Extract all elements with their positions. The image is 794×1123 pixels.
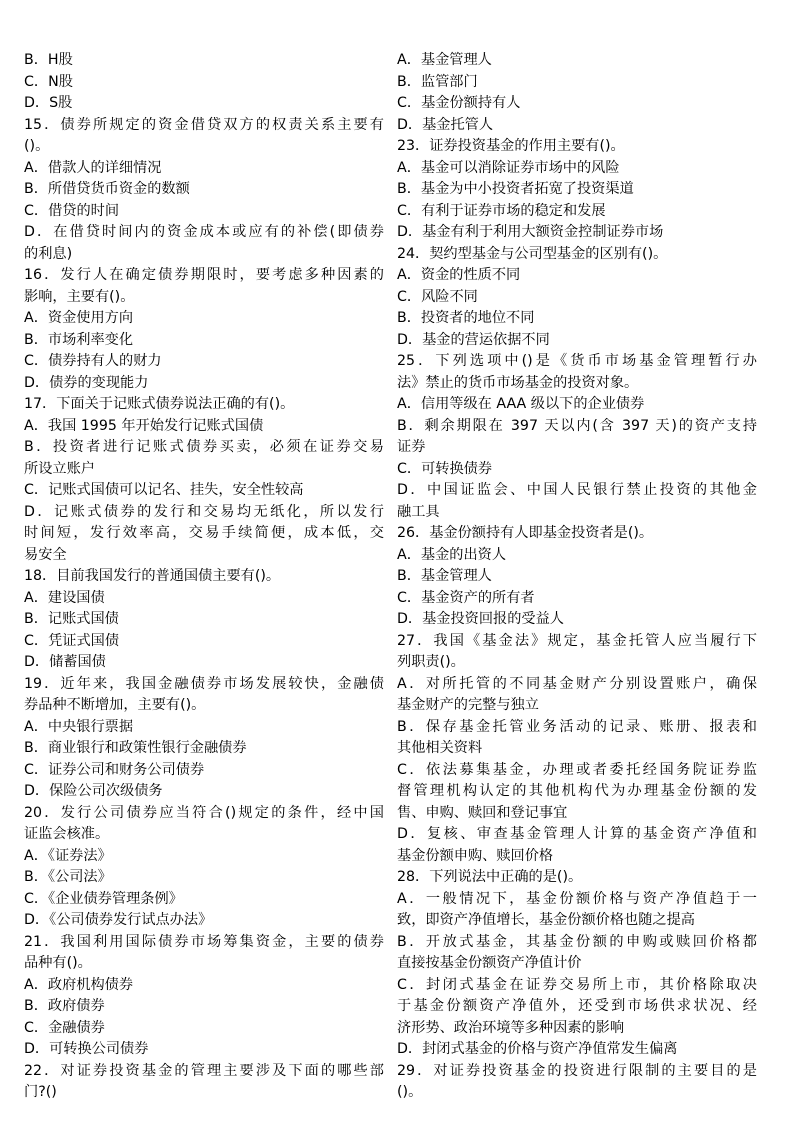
text-line: D．《公司债券发行试点办法》 xyxy=(24,912,213,928)
text-line: A．资金使用方向 xyxy=(24,310,134,326)
text-line: B．基金为中小投资者拓宽了投资渠道 xyxy=(397,181,634,197)
text-line: C．可转换债券 xyxy=(397,460,493,477)
text-line: 品种有()。 xyxy=(24,955,92,971)
text-line: B．《公司法》 xyxy=(24,869,112,885)
text-line: A．基金可以消除证券市场中的风险 xyxy=(397,159,620,176)
text-line: ()。 xyxy=(397,1084,423,1100)
text-line: C．风险不同 xyxy=(397,288,478,305)
text-line: B．H股 xyxy=(24,52,73,68)
text-line: D．保险公司次级债务 xyxy=(24,783,163,799)
text-line: 21．我国利用国际债券市场筹集资金，主要的债券 xyxy=(24,933,384,950)
text-line: 融工具 xyxy=(397,503,440,520)
text-line: B．投资者的地位不同 xyxy=(397,310,535,326)
text-line: 19．近年来，我国金融债券市场发展较快，金融债 xyxy=(24,675,384,692)
text-line: 29．对证券投资基金的投资进行限制的主要目的是 xyxy=(397,1062,757,1079)
text-line: 其他相关资料 xyxy=(397,740,483,756)
text-line: D．储蓄国债 xyxy=(24,654,106,670)
text-line: 基金份额申购、赎回价格 xyxy=(397,847,554,864)
text-line: 25．下列选项中()是《货币市场基金管理暂行办 xyxy=(397,353,757,369)
text-line: D．在借贷时间内的资金成本或应有的补偿(即债券 xyxy=(24,224,384,240)
text-line: C．债券持有人的财力 xyxy=(24,353,162,369)
text-line: B．投资者进行记账式债券买卖，必须在证券交易 xyxy=(24,439,384,455)
text-line: B．剩余期限在 397 天以内(含 397 天)的资产支持 xyxy=(397,417,757,434)
text-line: 16．发行人在确定债券期限时，要考虑多种因素的 xyxy=(24,267,384,283)
text-line: B．保存基金托管业务活动的记录、账册、报表和 xyxy=(397,718,757,735)
text-line: 直接按基金份额资产净值计价 xyxy=(397,955,582,971)
text-line: 证券 xyxy=(397,439,426,455)
text-line: 于基金份额资产净值外，还受到市场供求状况、经 xyxy=(397,998,757,1014)
text-line: D．基金托管人 xyxy=(397,116,494,133)
text-line: 20．发行公司债券应当符合()规定的条件，经中国 xyxy=(24,804,384,821)
text-line: A．政府机构债券 xyxy=(24,976,134,993)
text-line: A．信用等级在 AAA 级以下的企业债券 xyxy=(397,396,645,412)
text-line: A．《证券法》 xyxy=(24,847,112,864)
text-line: C．证券公司和财务公司债券 xyxy=(24,761,205,778)
text-line: 门?() xyxy=(24,1084,57,1100)
text-line: D．债券的变现能力 xyxy=(24,374,149,391)
text-line: D．基金投资回报的受益人 xyxy=(397,611,564,627)
text-line: A．资金的性质不同 xyxy=(397,267,521,283)
text-line: 的利息) xyxy=(24,245,73,262)
text-line: 时间短，发行效率高，交易手续简便，成本低，交 xyxy=(24,525,384,541)
text-line: 所设立账户 xyxy=(24,460,95,477)
text-line: C．有利于证券市场的稳定和发展 xyxy=(397,202,606,219)
text-line: B．所借贷货币资金的数额 xyxy=(24,181,190,197)
text-line: B．商业银行和政策性银行金融债券 xyxy=(24,740,247,756)
text-line: A．一般情况下，基金份额价格与资产净值趋于一 xyxy=(397,890,757,907)
text-line: C．依法募集基金，办理或者委托经国务院证券监 xyxy=(397,761,757,778)
text-line: 17．下面关于记账式债券说法正确的有()。 xyxy=(24,396,295,412)
text-line: D．中国证监会、中国人民银行禁止投资的其他金 xyxy=(397,482,757,498)
text-line: D．基金有利于利用大额资金控制证券市场 xyxy=(397,224,664,240)
text-line: C．借贷的时间 xyxy=(24,202,120,219)
text-line: 券品种不断增加，主要有()。 xyxy=(24,697,206,713)
text-line: C．记账式国债可以记名、挂失，安全性较高 xyxy=(24,482,304,498)
text-line: 证监会核准。 xyxy=(24,826,110,842)
text-line: A．借款人的详细情况 xyxy=(24,159,162,176)
text-line: D．基金的营运依据不同 xyxy=(397,331,550,348)
text-line: C．凭证式国债 xyxy=(24,632,120,649)
text-line: B．政府债券 xyxy=(24,998,105,1014)
text-line: 28．下列说法中正确的是()。 xyxy=(397,869,583,885)
text-line: C．N股 xyxy=(24,73,73,90)
text-line: C．封闭式基金在证券交易所上市，其价格除取决 xyxy=(397,976,757,993)
text-line: D．复核、审查基金管理人计算的基金资产净值和 xyxy=(397,826,757,842)
text-line: A．中央银行票据 xyxy=(24,718,134,735)
text-line: ()。 xyxy=(24,138,50,154)
text-line: A．建设国债 xyxy=(24,589,105,606)
text-line: 售、申购、赎回和登记事宜 xyxy=(397,804,568,821)
text-line: C．基金资产的所有者 xyxy=(397,589,535,606)
text-line: C．金融债券 xyxy=(24,1019,105,1036)
text-line: C．《企业债券管理条例》 xyxy=(24,890,183,907)
text-line: B．开放式基金，其基金份额的申购或赎回价格都 xyxy=(397,933,757,950)
text-line: 法》禁止的货币市场基金的投资对象。 xyxy=(397,374,639,391)
text-line: D．S股 xyxy=(24,95,73,111)
text-line: 易安全 xyxy=(24,546,67,563)
text-line: 22．对证券投资基金的管理主要涉及下面的哪些部 xyxy=(24,1062,384,1079)
text-line: 督管理机构认定的其他机构代为办理基金份额的发 xyxy=(397,783,757,799)
text-line: D．记账式债券的发行和交易均无纸化，所以发行 xyxy=(24,503,384,520)
text-line: 23．证券投资基金的作用主要有()。 xyxy=(397,138,625,154)
text-line: 18．目前我国发行的普通国债主要有()。 xyxy=(24,568,281,584)
text-line: B．基金管理人 xyxy=(397,568,492,584)
text-line: D．可转换公司债券 xyxy=(24,1041,149,1057)
text-line: 济形势、政治环境等多种因素的影响 xyxy=(397,1019,625,1036)
text-line: 影响，主要有()。 xyxy=(24,288,135,305)
text-line: 24．契约型基金与公司型基金的区别有()。 xyxy=(397,245,668,262)
text-line: B．记账式国债 xyxy=(24,611,119,627)
text-line: 15．债券所规定的资金借贷双方的权责关系主要有 xyxy=(24,116,384,133)
text-line: A．我国 1995 年开始发行记账式国债 xyxy=(24,417,264,434)
text-line: B．监管部门 xyxy=(397,73,478,90)
text-line: A．基金的出资人 xyxy=(397,546,507,563)
text-line: C．基金份额持有人 xyxy=(397,95,521,111)
text-line: A．对所托管的不同基金财产分别设置账户，确保 xyxy=(397,675,757,692)
text-line: D．封闭式基金的价格与资产净值常发生偏离 xyxy=(397,1041,678,1057)
right-column xyxy=(397,50,757,1104)
text-line: 26．基金份额持有人即基金投资者是()。 xyxy=(397,525,654,541)
text-line: 列职责()。 xyxy=(397,654,465,670)
left-column xyxy=(24,50,384,1104)
text-line: A．基金管理人 xyxy=(397,52,492,68)
text-line: 基金财产的完整与独立 xyxy=(397,697,539,713)
text-line: 致，即资产净值增长，基金份额价格也随之提高 xyxy=(397,912,695,928)
text-line: B．市场利率变化 xyxy=(24,331,134,348)
text-line: 27．我国《基金法》规定，基金托管人应当履行下 xyxy=(397,632,757,649)
